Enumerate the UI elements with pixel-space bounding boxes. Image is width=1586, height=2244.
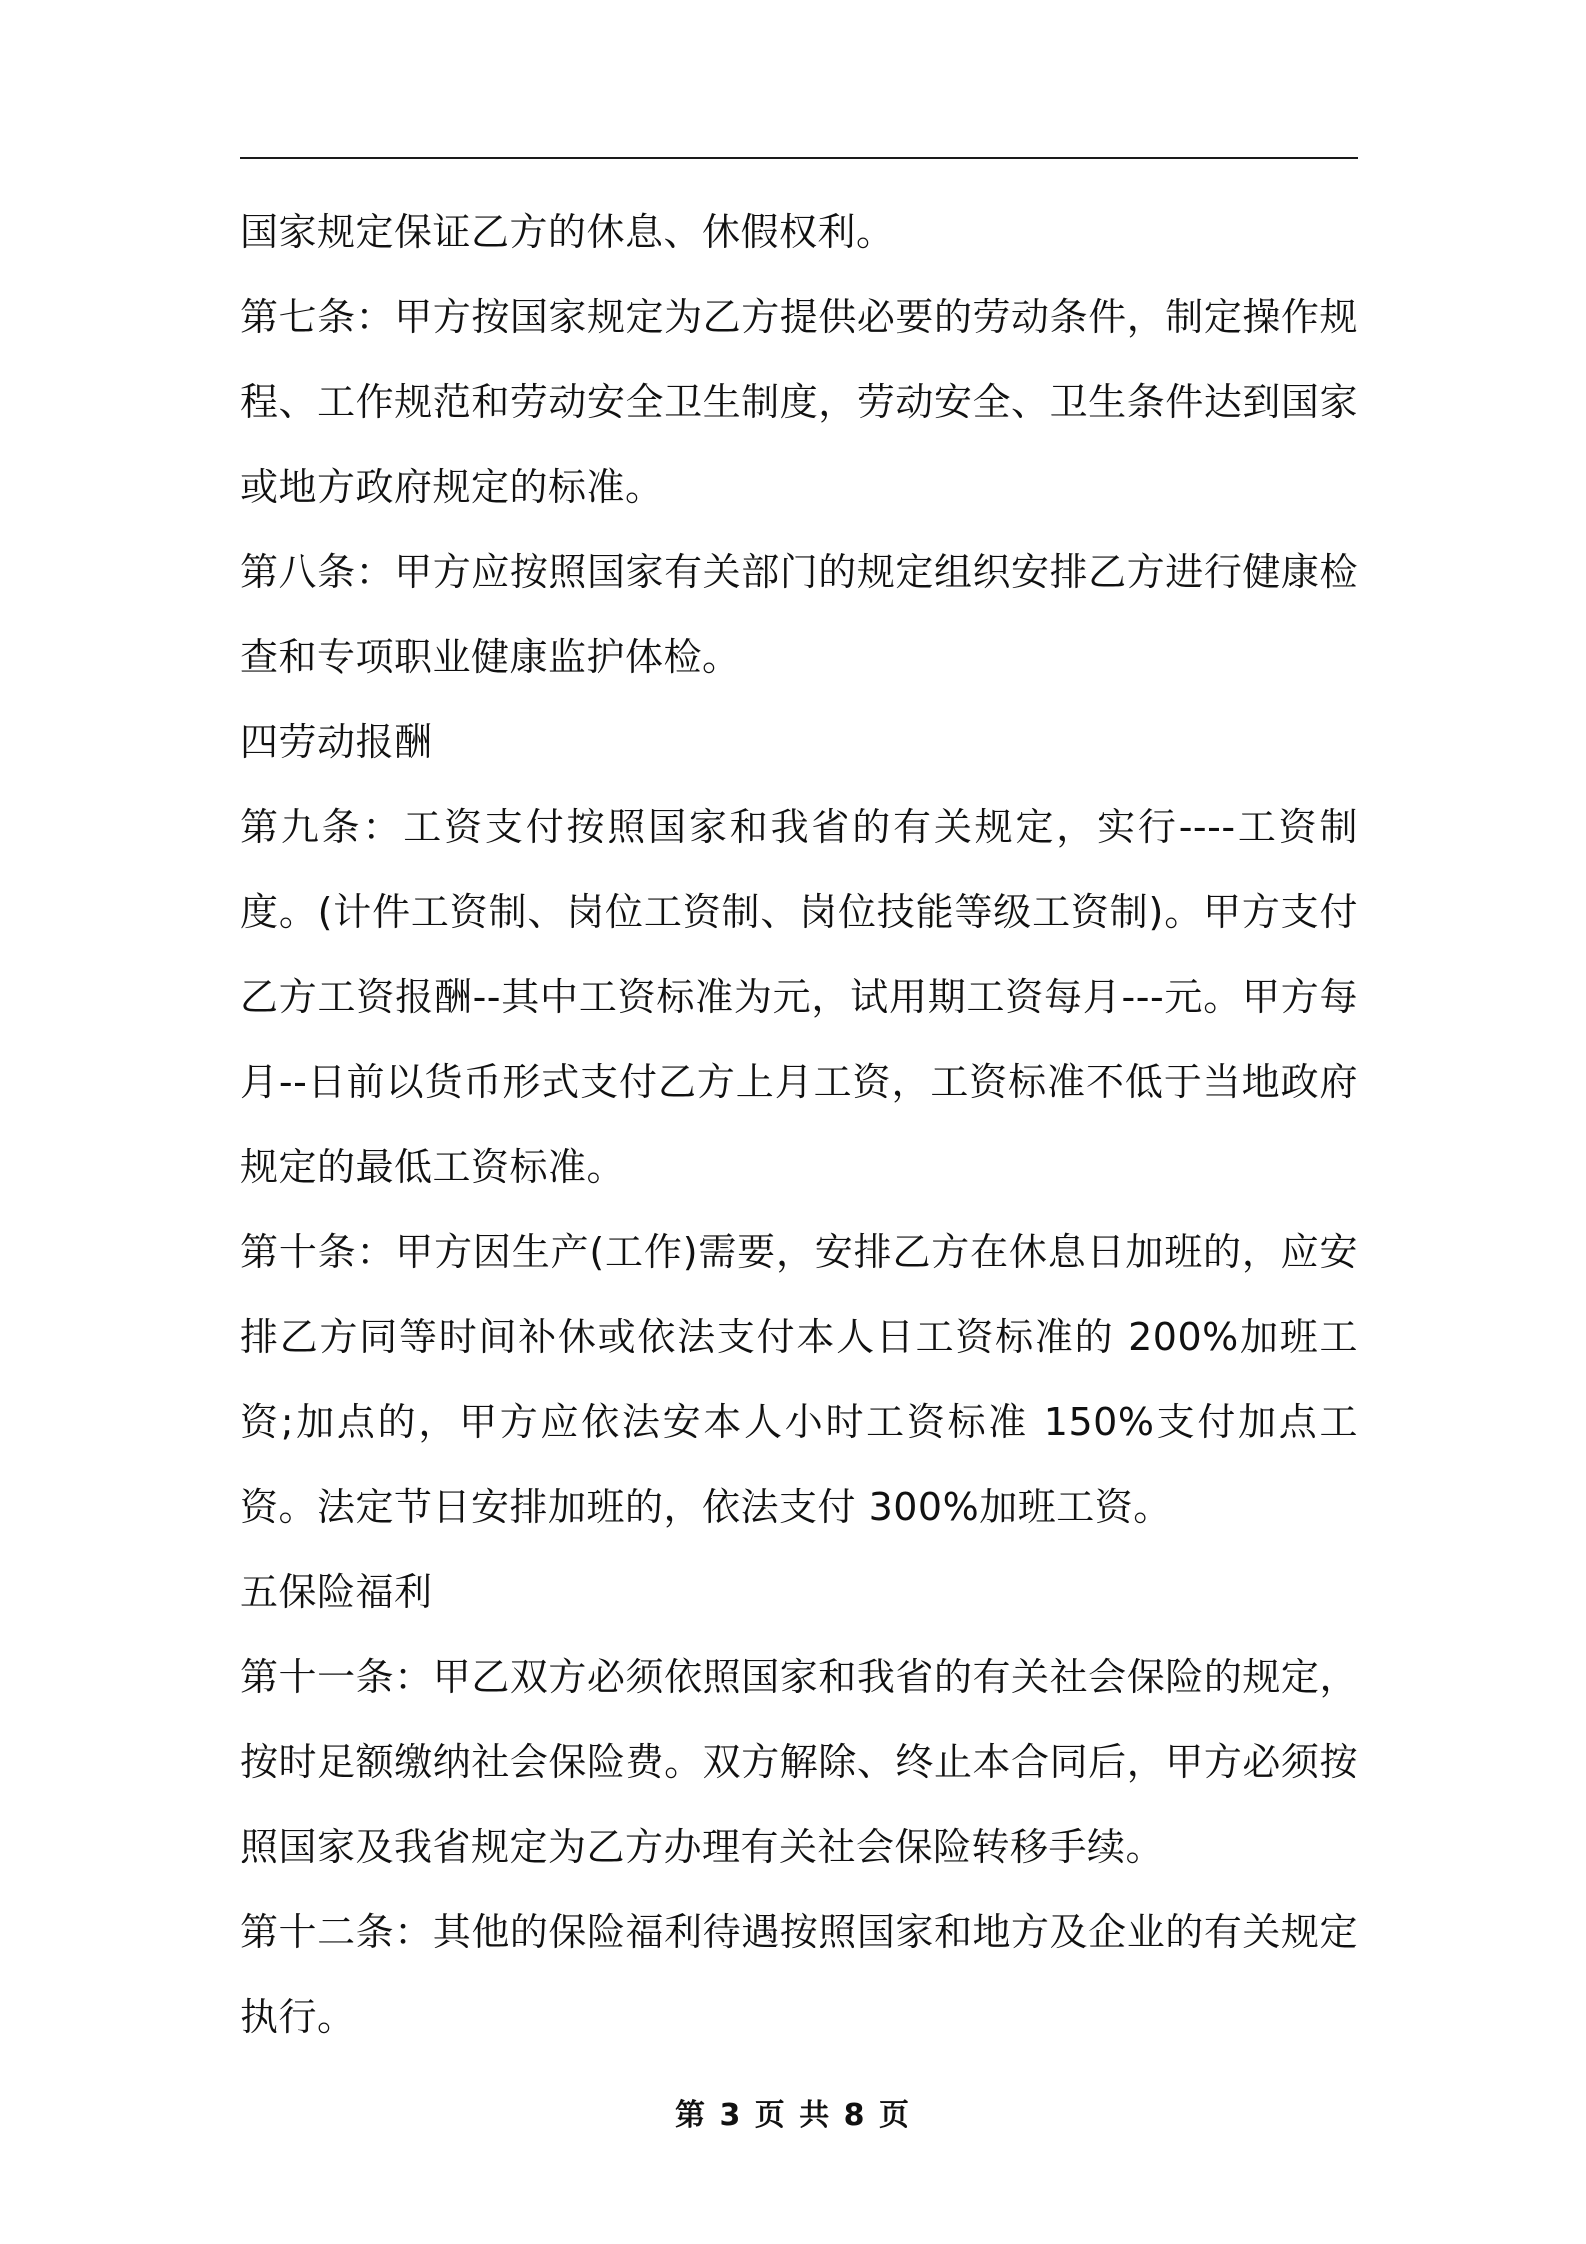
paragraph-article-12: 第十二条：其他的保险福利待遇按照国家和地方及企业的有关规定执行。: [240, 1910, 1358, 2039]
page-number-footer: 第 3 页 共 8 页: [675, 2098, 911, 2133]
section-heading-remuneration: 四劳动报酬: [240, 720, 433, 764]
paragraph-article-8: 第八条：甲方应按照国家有关部门的规定组织安排乙方进行健康检查和专项职业健康监护体检。: [240, 550, 1358, 679]
paragraph-rest-rights: 国家规定保证乙方的休息、休假权利。: [240, 210, 895, 254]
paragraph-article-10: 第十条：甲方因生产(工作)需要，安排乙方在休息日加班的，应安排乙方同等时间补休或依法支付本人日工资标准的 200%加班工资;加点的，甲方应依法安本人小时工资标准 150%支付加点工资。法定节日安排加班的，依法支付 300%加班工资。: [240, 1230, 1358, 1529]
document-body: [240, 190, 1358, 2060]
paragraph-article-11: 第十一条：甲乙双方必须依照国家和我省的有关社会保险的规定，按时足额缴纳社会保险费。双方解除、终止本合同后，甲方必须按照国家及我省规定为乙方办理有关社会保险转移手续。: [240, 1655, 1358, 1869]
section-heading-insurance: 五保险福利: [240, 1570, 433, 1614]
paragraph-article-7: 第七条：甲方按国家规定为乙方提供必要的劳动条件，制定操作规程、工作规范和劳动安全卫生制度，劳动安全、卫生条件达到国家或地方政府规定的标准。: [240, 295, 1358, 509]
paragraph-article-9: 第九条：工资支付按照国家和我省的有关规定，实行----工资制度。(计件工资制、岗位工资制、岗位技能等级工资制)。甲方支付乙方工资报酬--其中工资标准为元，试用期工资每月---元。甲方每月--日前以货币形式支付乙方上月工资，工资标准不低于当地政府规定的最低工资标准。: [240, 805, 1358, 1189]
header-rule: [240, 157, 1358, 159]
